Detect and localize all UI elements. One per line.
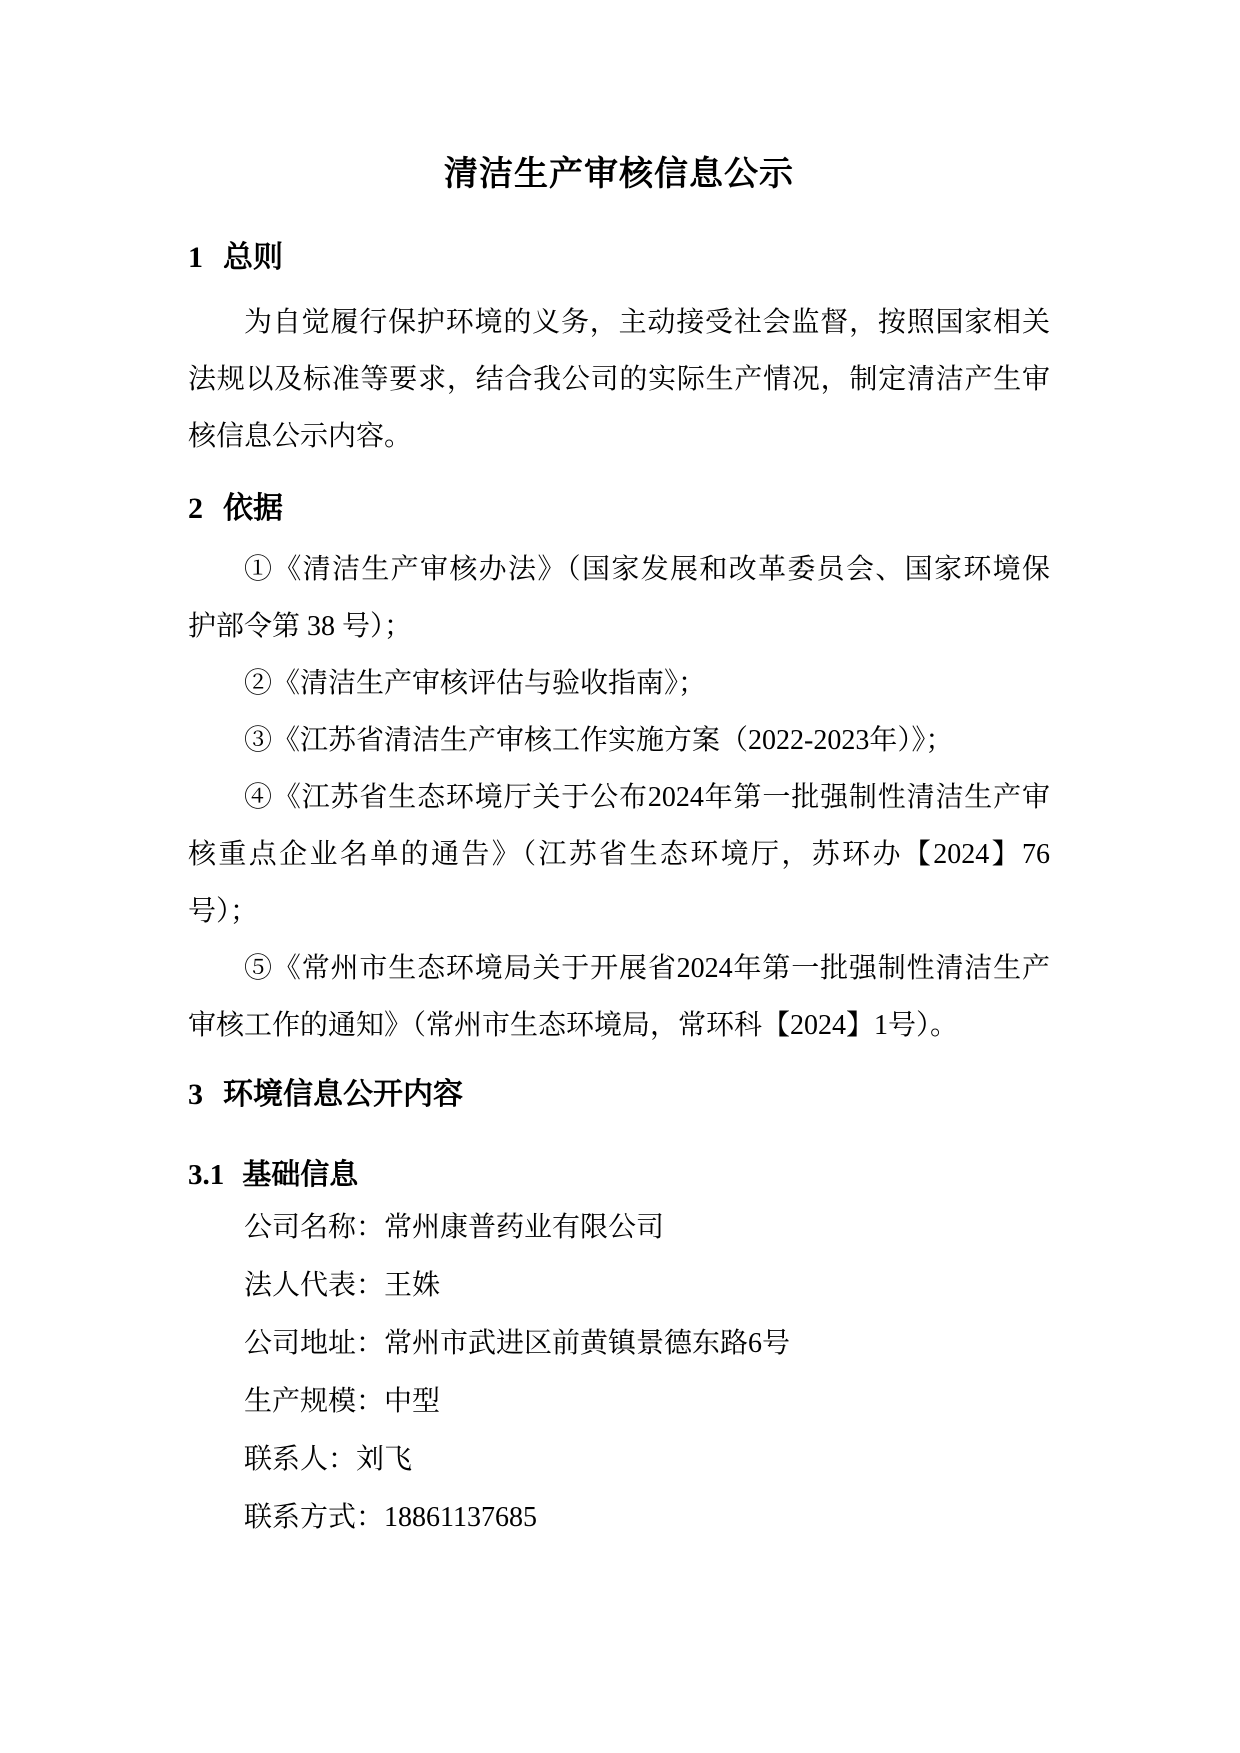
- heading-1-text: 总则: [223, 241, 283, 274]
- heading-3-number: 3: [188, 1078, 203, 1111]
- section-1-body: [188, 294, 1050, 465]
- heading-1-number: 1: [188, 241, 203, 274]
- reference-item-1: [188, 541, 1050, 655]
- paragraph-line: ①《清洁生产审核办法》（国家发展和改革委员会、国家环境保: [244, 554, 1050, 585]
- paragraph-line: 审核工作的通知》（常州市生态环境局，常环科【2024】1号）。: [188, 1010, 959, 1041]
- reference-item-3: [188, 712, 1050, 769]
- info-contact-person: 联系人：刘飞: [244, 1444, 413, 1475]
- info-company-address: 公司地址：常州市武进区前黄镇景德东路6号: [244, 1328, 791, 1359]
- paragraph-line: 核信息公示内容。: [188, 421, 413, 452]
- heading-2-text: 依据: [223, 492, 283, 525]
- section-2-body: [188, 541, 1050, 1054]
- document-title: 清洁生产审核信息公示: [444, 156, 794, 193]
- paragraph-line: 为自觉履行保护环境的义务，主动接受社会监督，按照国家相关: [244, 307, 1050, 338]
- heading-section-2: [188, 487, 1050, 531]
- info-legal-representative: 法人代表：王姝: [244, 1270, 441, 1301]
- paragraph-line: ②《清洁生产审核评估与验收指南》；: [244, 668, 707, 699]
- heading-3-1-number: 3.1: [188, 1159, 225, 1191]
- heading-section-3: [188, 1073, 1050, 1117]
- heading-3-1-text: 基础信息: [242, 1159, 359, 1191]
- paragraph-line: ③《江苏省清洁生产审核工作实施方案（2022-2023年）》；: [244, 725, 954, 756]
- heading-section-3-1: [188, 1154, 1050, 1196]
- paragraph-line: 法规以及标准等要求，结合我公司的实际生产情况，制定清洁产生审: [188, 364, 1050, 395]
- paragraph-line: 核重点企业名单的通告》（江苏省生态环境厅，苏环办【2024】76: [188, 839, 1050, 870]
- reference-item-5: [188, 940, 1050, 1054]
- basic-info-list: [188, 1199, 1050, 1547]
- reference-item-4: [188, 769, 1050, 940]
- paragraph-line: 护部令第 38 号）；: [188, 611, 413, 642]
- paragraph-line: ⑤《常州市生态环境局关于开展省2024年第一批强制性清洁生产: [244, 953, 1050, 984]
- info-contact-number: 联系方式：18861137685: [244, 1502, 537, 1533]
- heading-3-text: 环境信息公开内容: [223, 1078, 463, 1111]
- info-company-name: 公司名称：常州康普药业有限公司: [244, 1212, 665, 1243]
- paragraph-line: ④《江苏省生态环境厅关于公布2024年第一批强制性清洁生产审: [244, 782, 1050, 813]
- info-production-scale: 生产规模：中型: [244, 1386, 441, 1417]
- reference-item-2: [188, 655, 1050, 712]
- section-1-paragraph: [188, 294, 1050, 465]
- paragraph-line: 号）；: [188, 896, 259, 927]
- heading-section-1: [188, 236, 1050, 280]
- heading-2-number: 2: [188, 492, 203, 525]
